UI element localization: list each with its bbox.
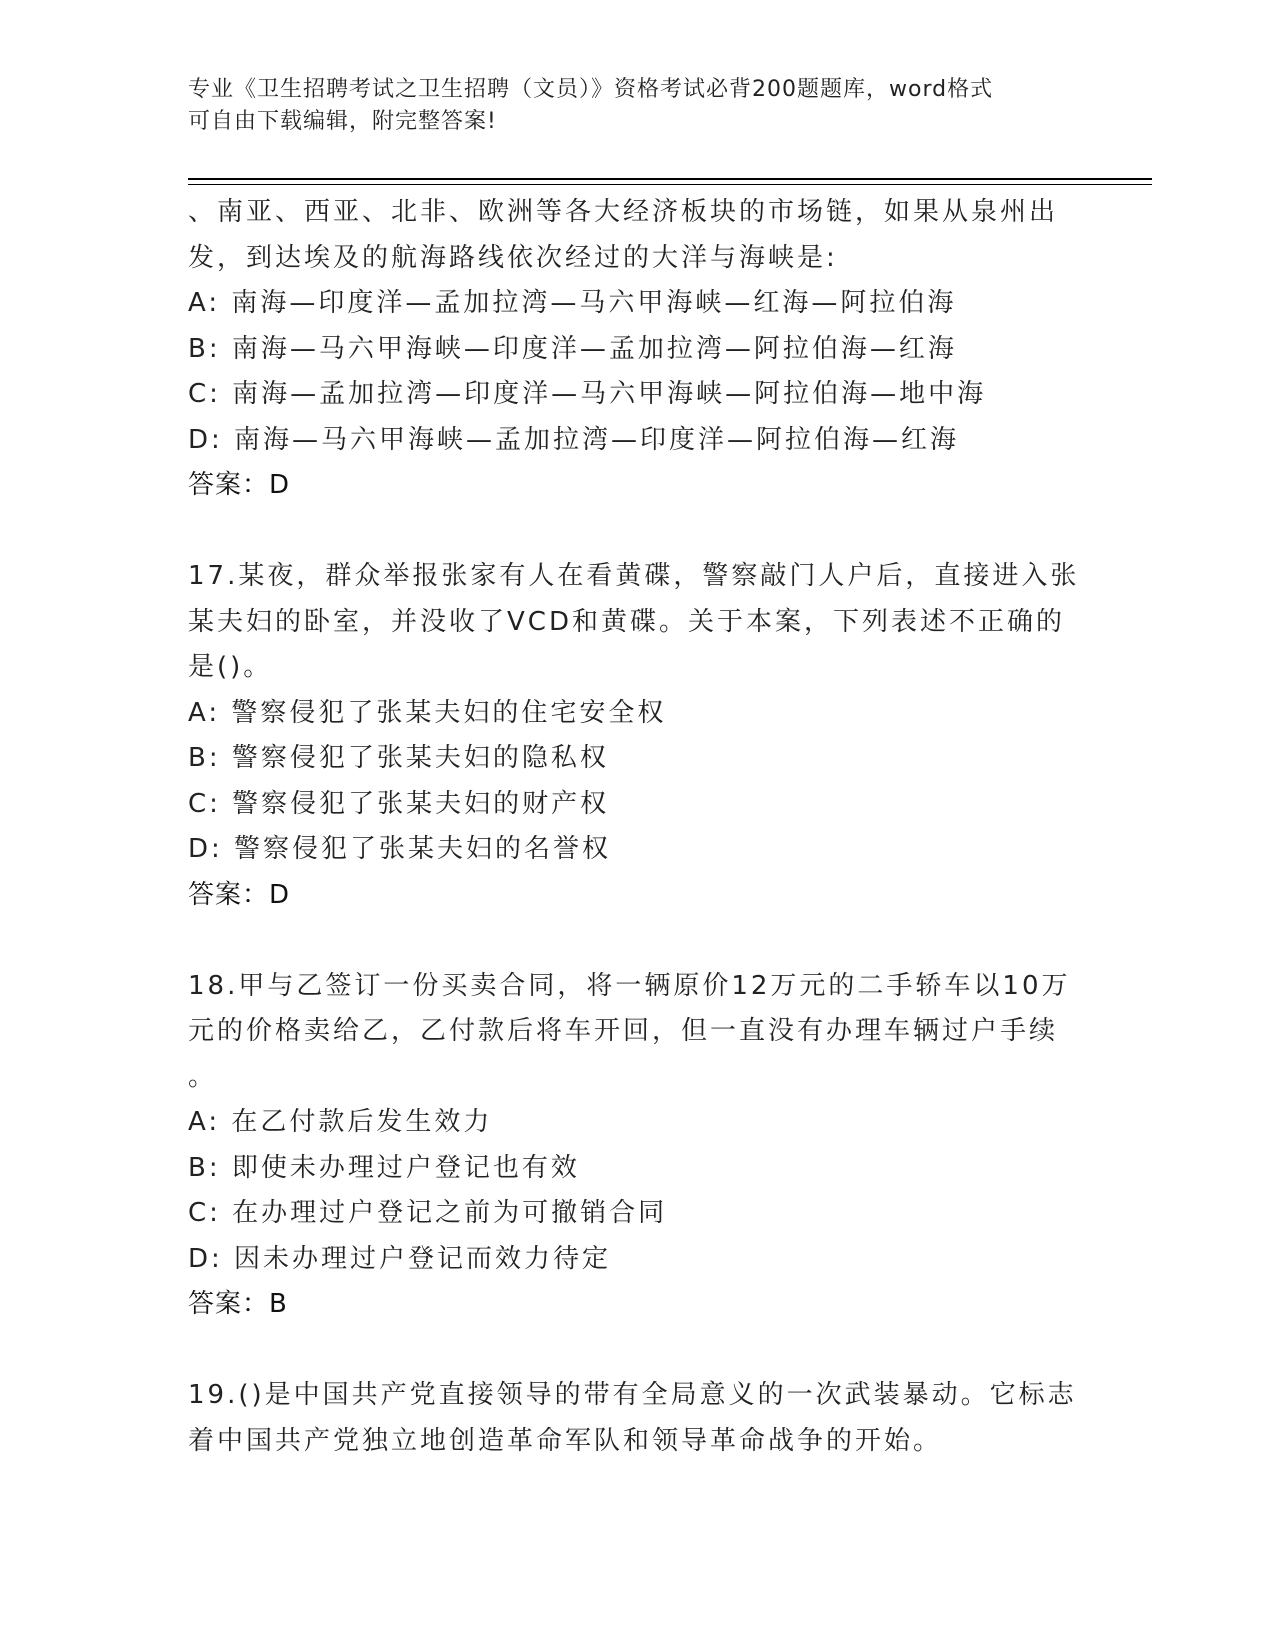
question-19 bbox=[188, 1373, 1088, 1464]
header-title-line-2: 可自由下载编辑，附完整答案! bbox=[188, 109, 497, 134]
option-d: D: 因未办理过户登记而效力待定 bbox=[188, 1243, 612, 1274]
header-divider-thin bbox=[188, 184, 1152, 185]
question-stem-line: 。 bbox=[188, 1061, 218, 1092]
option-c: C: 南海—孟加拉湾—印度洋—马六甲海峡—阿拉伯海—地中海 bbox=[188, 379, 987, 409]
header-divider-thick bbox=[188, 178, 1152, 180]
answer-line: 答案：B bbox=[188, 1289, 288, 1319]
question-stem-line: 元的价格卖给乙，乙付款后将车开回，但一直没有办理车辆过户手续 bbox=[188, 1016, 1059, 1046]
question-stem-line: 某夫妇的卧室，并没收了VCD和黄碟。关于本案，下列表述不正确的 bbox=[188, 606, 1065, 637]
option-b: B: 南海—马六甲海峡—印度洋—孟加拉湾—阿拉伯海—红海 bbox=[188, 333, 957, 364]
spacer bbox=[188, 1328, 1088, 1374]
option-b: B: 即使未办理过户登记也有效 bbox=[188, 1152, 580, 1183]
spacer bbox=[188, 918, 1088, 964]
option-a: A: 南海—印度洋—孟加拉湾—马六甲海峡—红海—阿拉伯海 bbox=[188, 288, 957, 318]
question-stem-line: 着中国共产党独立地创造革命军队和领导革命战争的开始。 bbox=[188, 1425, 943, 1456]
question-17 bbox=[188, 554, 1088, 918]
document-header bbox=[188, 74, 1088, 138]
question-stem-line: 、南亚、西亚、北非、欧洲等各大经济板块的市场链，如果从泉州出 bbox=[188, 197, 1059, 227]
question-stem-line: 17.某夜，群众举报张家有人在看黄碟，警察敲门人户后，直接进入张 bbox=[188, 561, 1080, 591]
question-16 bbox=[188, 190, 1088, 509]
option-c: C: 在办理过户登记之前为可撤销合同 bbox=[188, 1198, 668, 1228]
header-title-line-1: 专业《卫生招聘考试之卫生招聘（文员）》资格考试必背200题题库，word格式 bbox=[188, 77, 994, 102]
option-a: A: 警察侵犯了张某夫妇的住宅安全权 bbox=[188, 697, 667, 728]
question-stem-line: 是()。 bbox=[188, 652, 273, 682]
answer-line: 答案：D bbox=[188, 470, 291, 500]
question-list bbox=[188, 190, 1088, 1464]
question-stem-line: 18.甲与乙签订一份买卖合同，将一辆原价12万元的二手轿车以10万 bbox=[188, 970, 1071, 1001]
answer-line: 答案：D bbox=[188, 879, 291, 910]
option-c: C: 警察侵犯了张某夫妇的财产权 bbox=[188, 788, 610, 819]
option-d: D: 警察侵犯了张某夫妇的名誉权 bbox=[188, 834, 612, 864]
question-stem-line: 19.()是中国共产党直接领导的带有全局意义的一次武装暴动。它标志 bbox=[188, 1380, 1077, 1410]
option-d: D: 南海—马六甲海峡—孟加拉湾—印度洋—阿拉伯海—红海 bbox=[188, 424, 960, 455]
question-stem-line: 发，到达埃及的航海路线依次经过的大洋与海峡是: bbox=[188, 242, 838, 273]
option-b: B: 警察侵犯了张某夫妇的隐私权 bbox=[188, 743, 609, 773]
spacer bbox=[188, 509, 1088, 555]
option-a: A: 在乙付款后发生效力 bbox=[188, 1107, 493, 1137]
question-18 bbox=[188, 964, 1088, 1328]
